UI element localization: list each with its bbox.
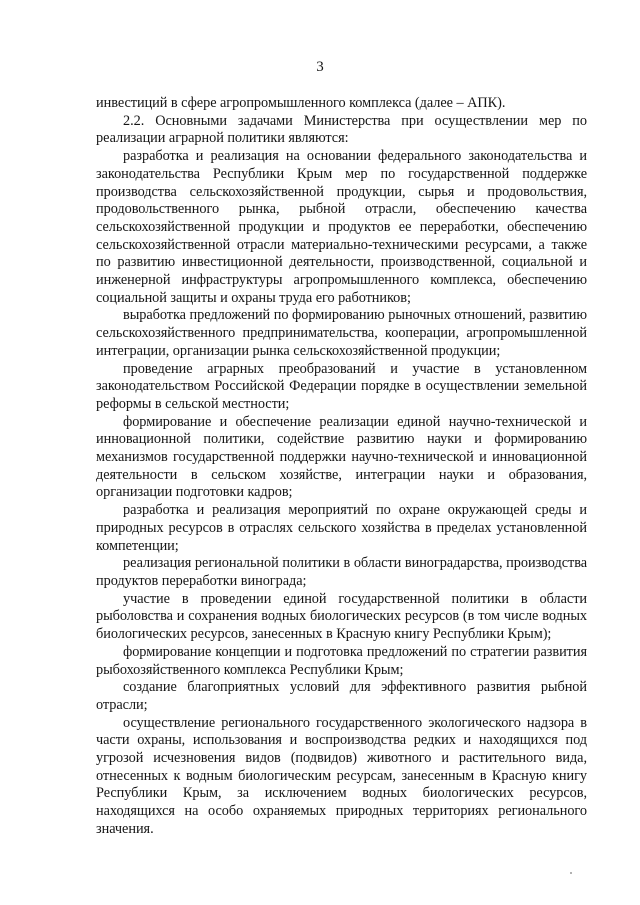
paragraph-section-2-2: 2.2. Основными задачами Министерства при осуществлении мер по реализации аграрной политики являются: [96,112,587,147]
page-number: 3 [316,59,324,75]
paragraph-task-ecological-supervision: осуществление регионального государственного экологического надзора в части охраны, использования и воспроизводства редких и находящихся под угрозой исчезновения видов (подвидов) животного и растительного вида, отнесенных к водным биологическим ресурсам, занесенным в Красную книгу Республики Крым, за исключением водных биологических ресурсов, находящихся на особо охраняемых природных территориях регионального значения. [96,714,587,837]
scan-artifact [570,872,572,874]
paragraph-continuation: инвестиций в сфере агропромышленного комплекса (далее – АПК). [96,95,506,111]
paragraph-task-environment: разработка и реализация мероприятий по охране окружающей среды и природных ресурсов в отраслях сельского хозяйства в пределах установленной компетенции; [96,502,587,554]
paragraph-task-agrarian-reform: проведение аграрных преобразований и участие в установленном законодательством Российской Федерации порядке в осуществлении земельной реформы в сельской местности; [96,360,587,412]
paragraph-task-state-support: разработка и реализация на основании федерального законодательства и законодательства Республики Крым мер по государственной поддержке производства сельскохозяйственной продукции, сырья и продовольствия, продовольственного рынка, рыбной отрасли, обеспечению качества сельскохозяйственной продукции и продуктов ее переработки, обеспечению сельскохозяйственной отрасли материально-техническими ресурсами, а также по развитию инвестиционной деятельности, производственной, социальной и инженерной инфраструктуры агропромышленного комплекса, обеспечению социальной защиты и охраны труда его работников; [96,148,587,306]
paragraph-task-market-relations: выработка предложений по формированию рыночных отношений, развитию сельскохозяйственного предпринимательства, кооперации, агропромышленной интеграции, организации рынка сельскохозяйственной продукции; [96,307,587,359]
paragraph-task-science-policy: формирование и обеспечение реализации единой научно-технической и инновационной политики, содействие развитию науки и формированию механизмов государственной поддержки научно-технической и инновационной деятельности в сельском хозяйстве, интеграции науки и образования, организации подготовки кадров; [96,413,587,501]
paragraph-task-fisheries-conditions: создание благоприятных условий для эффективного развития рыбной отрасли; [96,679,587,713]
paragraph-task-fisheries-policy: участие в проведении единой государственной политики в области рыболовства и сохранения водных биологических ресурсов (в том числе водных биологических ресурсов, занесенных в Красную книгу Республики Крым); [96,590,587,643]
paragraph-task-fisheries-strategy: формирование концепции и подготовка предложений по стратегии развития рыбохозяйственного комплекса Республики Крым; [96,643,587,678]
document-body [96,95,587,839]
paragraph-task-viticulture: реализация региональной политики в области виноградарства, производства продуктов переработки винограда; [96,555,587,589]
